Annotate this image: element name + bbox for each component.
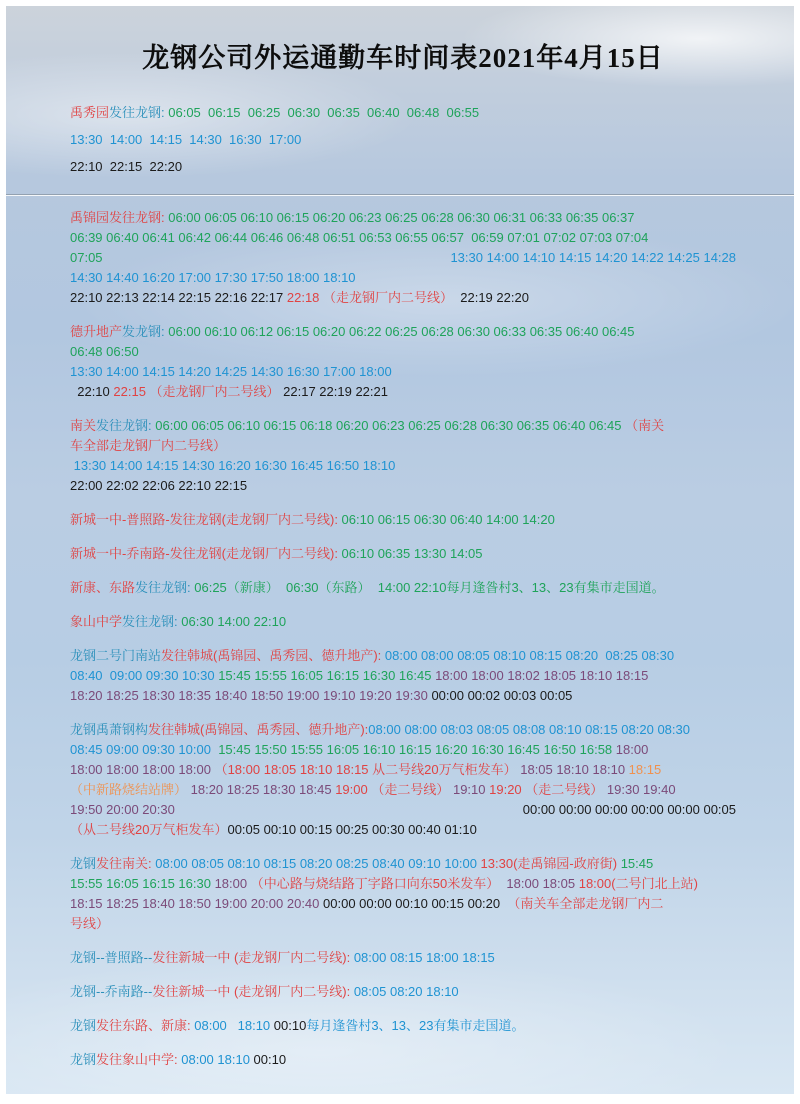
schedule-text-segment: 18:00: [615, 742, 649, 757]
schedule-text-segment: 13:30 14:00 14:15 14:30 16:20 16:30 16:45 16:50 18:10: [70, 458, 396, 473]
schedule-text-segment: 禹秀园: [70, 105, 110, 120]
schedule-line: [70, 1016, 736, 1036]
schedule-text-segment: 08:00 08:05 08:10 08:15 08:20 08:25 08:40 09:10 10:00: [151, 856, 481, 871]
schedule-text-segment: 22:15 （走龙钢厂内二号线）: [113, 384, 280, 399]
schedule-text-segment: 18:00 18:00 18:00 18:00: [70, 762, 215, 777]
schedule-text-segment: 13:30 14:00 14:15 14:30 16:30 17:00: [70, 132, 302, 147]
schedule-text-segment: 06:00 06:10 06:12 06:15 06:20 06:22 06:25 06:28 06:30 06:33 06:35 06:40 06:45: [164, 324, 635, 339]
schedule-section: [70, 982, 736, 1002]
schedule-text-segment: 06:00 06:05 06:10 06:15 06:20 06:23 06:25 06:28 06:30 06:31 06:33 06:35 06:37: [164, 210, 635, 225]
schedule-text-segment: 08:45 09:00 09:30 10:00: [70, 742, 219, 757]
schedule-section: [70, 1050, 736, 1070]
schedule-section: [70, 854, 736, 934]
schedule-text-segment: 00:05 00:10 00:15 00:25 00:30 00:40 01:10: [227, 822, 477, 837]
page-title: 龙钢公司外运通勤车时间表2021年4月15日: [142, 43, 664, 73]
schedule-text-segment: 08:00 08:00 08:03 08:05 08:08 08:10 08:15 08:20 08:30: [368, 722, 690, 737]
schedule-text-segment: 06:48 06:50: [70, 344, 139, 359]
schedule-text-segment: 发往南关:: [96, 856, 152, 871]
schedule-line: [70, 740, 736, 760]
schedule-text-segment: 22:18 （走龙钢厂内二号线）: [286, 290, 454, 305]
schedule-text-segment: 22:10 22:15 22:20: [70, 159, 183, 174]
schedule-line: [70, 686, 736, 706]
schedule-line: [70, 208, 736, 228]
schedule-text-segment: 00:10: [273, 1018, 307, 1033]
schedule-text-segment: 发往龙钢:: [135, 580, 191, 595]
schedule-line: [70, 268, 736, 288]
schedule-sections: [70, 99, 736, 1070]
schedule-text-segment: 龙钢: [70, 1018, 97, 1033]
schedule-text-segment: 18:00 18:05: [499, 876, 579, 891]
schedule-section: [70, 322, 736, 402]
schedule-line: [70, 456, 736, 476]
schedule-line: [70, 982, 736, 1002]
schedule-section: [70, 948, 736, 968]
schedule-text-segment: 发往韩城(禹锦园、禹秀园、德升地产):: [148, 722, 369, 737]
schedule-line: [70, 416, 736, 436]
schedule-text-segment: 15:45: [620, 856, 654, 871]
schedule-text-segment: 发往新城一中 (走龙钢厂内二号线):: [152, 950, 354, 965]
schedule-text-segment: 发龙钢:: [122, 324, 165, 339]
schedule-text-segment: 发往新城一中 (走龙钢厂内二号线):: [152, 984, 351, 999]
schedule-text-segment: 18:20 18:25 18:30 18:35 18:40 18:50 19:00 19:10 19:20 19:30: [70, 688, 432, 703]
schedule-text-segment: 龙钢禹萧钢构: [70, 722, 149, 737]
schedule-text-segment: 08:00 18:10: [181, 1052, 254, 1067]
schedule-text-segment: 18:00: [214, 876, 251, 891]
schedule-text-segment: （从二号线20万气柜发车）: [70, 822, 228, 837]
schedule-text-segment: 08:00 18:10: [194, 1018, 274, 1033]
schedule-line: [70, 854, 736, 874]
schedule-text-segment: 18:05 18:10 18:10: [516, 762, 629, 777]
schedule-text-segment: 06:05 06:15 06:25 06:30 06:35 06:40 06:48 06:55: [164, 105, 480, 120]
schedule-line: [70, 99, 736, 126]
schedule-text-segment: 禹锦园发往龙钢:: [70, 210, 165, 225]
schedule-text-segment: 13:30 14:00 14:10 14:15 14:20 14:22 14:25 14:28: [450, 250, 736, 265]
schedule-text-segment: 08:00 08:15 18:00 18:15: [353, 950, 495, 965]
schedule-line: [70, 800, 736, 820]
schedule-line: [70, 153, 736, 180]
schedule-line: [70, 780, 736, 800]
schedule-text-segment: （中心路与烧结路丁字路口向东50米发车）: [250, 876, 500, 891]
schedule-text-segment: 新城一中-乔南路-发往龙钢(走龙钢厂内二号线):: [70, 546, 338, 561]
schedule-line: [70, 362, 736, 382]
schedule-text-segment: 18:20 18:25 18:30 18:45: [190, 782, 336, 797]
schedule-text-segment: 13:30(走禹锦园-政府街): [480, 856, 621, 871]
schedule-text-segment: 06:30 14:00 22:10: [177, 614, 287, 629]
schedule-section: [70, 612, 736, 632]
schedule-text-segment: 龙钢二号门南站: [70, 648, 162, 663]
schedule-text-segment: 22:10: [70, 384, 114, 399]
schedule-text-segment: （南关车全部走龙钢厂内二: [500, 896, 664, 911]
schedule-section: [70, 416, 736, 496]
schedule-section: [70, 510, 736, 530]
schedule-text-segment: 19:30 19:40: [603, 782, 676, 797]
schedule-line: [70, 436, 736, 456]
schedule-text-segment: （中新路烧结站牌）: [70, 782, 191, 797]
schedule-text-segment: 龙钢: [70, 1052, 97, 1067]
schedule-text-segment: 06:10 06:15 06:30 06:40 14:00 14:20: [337, 512, 555, 527]
schedule-line: [70, 382, 736, 402]
schedule-text-segment: 18:15 18:25 18:40 18:50 19:00 20:00 20:40: [70, 896, 324, 911]
schedule-text-segment: 08:40 09:00 09:30 10:30: [70, 668, 219, 683]
schedule-text-segment: 18:00 18:00 18:02 18:05 18:10 18:15: [435, 668, 649, 683]
schedule-line: [70, 228, 736, 248]
schedule-line: [70, 510, 736, 530]
schedule-text-segment: 22:17 22:19 22:21: [279, 384, 388, 399]
schedule-text-segment: 19:10: [449, 782, 490, 797]
schedule-text-segment: 06:00 06:05 06:10 06:15 06:18 06:20 06:23 06:25 06:28 06:30 06:35 06:40 06:45: [151, 418, 626, 433]
schedule-text-segment: 00:00 00:00 00:10 00:15 00:20: [323, 896, 501, 911]
schedule-text-segment: 德升地产: [70, 324, 123, 339]
schedule-text-segment: 发往龙钢:: [109, 105, 165, 120]
schedule-text-segment: 08:05 08:20 18:10: [350, 984, 459, 999]
schedule-text-segment: 22:19 22:20: [453, 290, 529, 305]
schedule-line: [70, 288, 736, 308]
schedule-text-segment: 龙钢: [70, 856, 97, 871]
schedule-section: [70, 208, 736, 308]
schedule-text-segment: 06:39 06:40 06:41 06:42 06:44 06:46 06:48 06:51 06:53 06:55 06:57 06:59 07:01 07:02 07:03 07:04: [70, 230, 649, 245]
schedule-text-segment: 象山中学: [70, 614, 123, 629]
schedule-text-segment: 22:10 22:13 22:14 22:15 22:16 22:17: [70, 290, 287, 305]
section-divider: [6, 194, 794, 196]
schedule-text-segment: 22:00 22:02 22:06 22:10 22:15: [70, 478, 248, 493]
schedule-section: [70, 646, 736, 706]
schedule-text-segment: 发往韩城(禹锦园、禹秀园、德升地产):: [161, 648, 382, 663]
schedule-line: [70, 322, 736, 342]
schedule-line: [70, 914, 736, 934]
schedule-section: [70, 544, 736, 564]
schedule-text-segment: 18:00(二号门北上站): [578, 876, 698, 891]
schedule-section: [70, 1016, 736, 1036]
schedule-text-segment: 新康、东路: [70, 580, 136, 595]
schedule-text-segment: 发往龙钢:: [122, 614, 178, 629]
schedule-text-segment: 00:00 00:02 00:03 00:05: [431, 688, 573, 703]
schedule-text-segment: 19:50 20:00 20:30: [70, 802, 175, 817]
schedule-text-segment: 15:45 15:55 16:05 16:15 16:30 16:45: [218, 668, 436, 683]
schedule-text-segment: 15:45 15:50 15:55 16:05 16:10 16:15 16:20 16:30 16:45 16:50 16:58: [218, 742, 616, 757]
schedule-text-segment: 发往龙钢:: [96, 418, 152, 433]
schedule-text-segment: 新城一中-普照路-发往龙钢(走龙钢厂内二号线):: [70, 512, 338, 527]
schedule-section: [70, 578, 736, 598]
schedule-text-segment: 19:20 （走二号线）: [489, 782, 604, 797]
schedule-text-segment: 发往象山中学:: [96, 1052, 182, 1067]
schedule-text-segment: 13:30 14:00 14:15 14:20 14:25 14:30 16:30 17:00 18:00: [70, 364, 392, 379]
schedule-line: [70, 666, 736, 686]
schedule-text-segment: 06:25（新康） 06:30（东路） 14:00 22:10每月逢昝村3、13、23有集市走国道。: [190, 580, 665, 595]
schedule-line: [70, 612, 736, 632]
schedule-line: [70, 126, 736, 153]
sky-background: [6, 6, 794, 1094]
schedule-text-segment: （南关: [625, 418, 665, 433]
schedule-line: [70, 948, 736, 968]
schedule-line: [70, 544, 736, 564]
schedule-text-segment: 06:10 06:35 13:30 14:05: [337, 546, 483, 561]
schedule-line: [70, 476, 736, 496]
schedule-text-segment: 00:00 00:00 00:00 00:00 00:00 00:05: [522, 802, 736, 817]
schedule-text-segment: 18:15: [628, 762, 662, 777]
schedule-text-segment: 发往东路、新康:: [96, 1018, 195, 1033]
schedule-text-segment: 龙钢--普照路--: [70, 950, 153, 965]
schedule-line: [70, 342, 736, 362]
schedule-line: [70, 646, 736, 666]
schedule-line: [70, 1050, 736, 1070]
schedule-text-segment: 车全部走龙钢厂内二号线）: [70, 438, 227, 453]
schedule-text-segment: 19:00 （走二号线）: [335, 782, 450, 797]
schedule-text-segment: 07:05: [70, 250, 103, 265]
schedule-text-segment: （18:00 18:05 18:10 18:15 从二号线20万气柜发车）: [214, 762, 517, 777]
schedule-text-segment: 每月逢昝村3、13、23有集市走国道。: [306, 1018, 525, 1033]
schedule-text-segment: 龙钢--乔南路--: [70, 984, 153, 999]
schedule-text-segment: 号线）: [70, 916, 110, 931]
schedule-line: [70, 894, 736, 914]
schedule-line: [70, 720, 736, 740]
schedule-text-segment: 08:00 08:00 08:05 08:10 08:15 08:20 08:25 08:30: [381, 648, 675, 663]
schedule-line: [70, 578, 736, 598]
schedule-text-segment: 14:30 14:40 16:20 17:00 17:30 17:50 18:00 18:10: [70, 270, 356, 285]
schedule-line: [70, 874, 736, 894]
schedule-line: [70, 820, 736, 840]
schedule-section: [70, 99, 736, 180]
schedule-line: [70, 760, 736, 780]
schedule-text-segment: 15:55 16:05 16:15 16:30: [70, 876, 215, 891]
schedule-text-segment: 南关: [70, 418, 97, 433]
schedule-line: [70, 248, 736, 268]
schedule-section: [70, 720, 736, 840]
schedule-text-segment: 00:10: [253, 1052, 287, 1067]
